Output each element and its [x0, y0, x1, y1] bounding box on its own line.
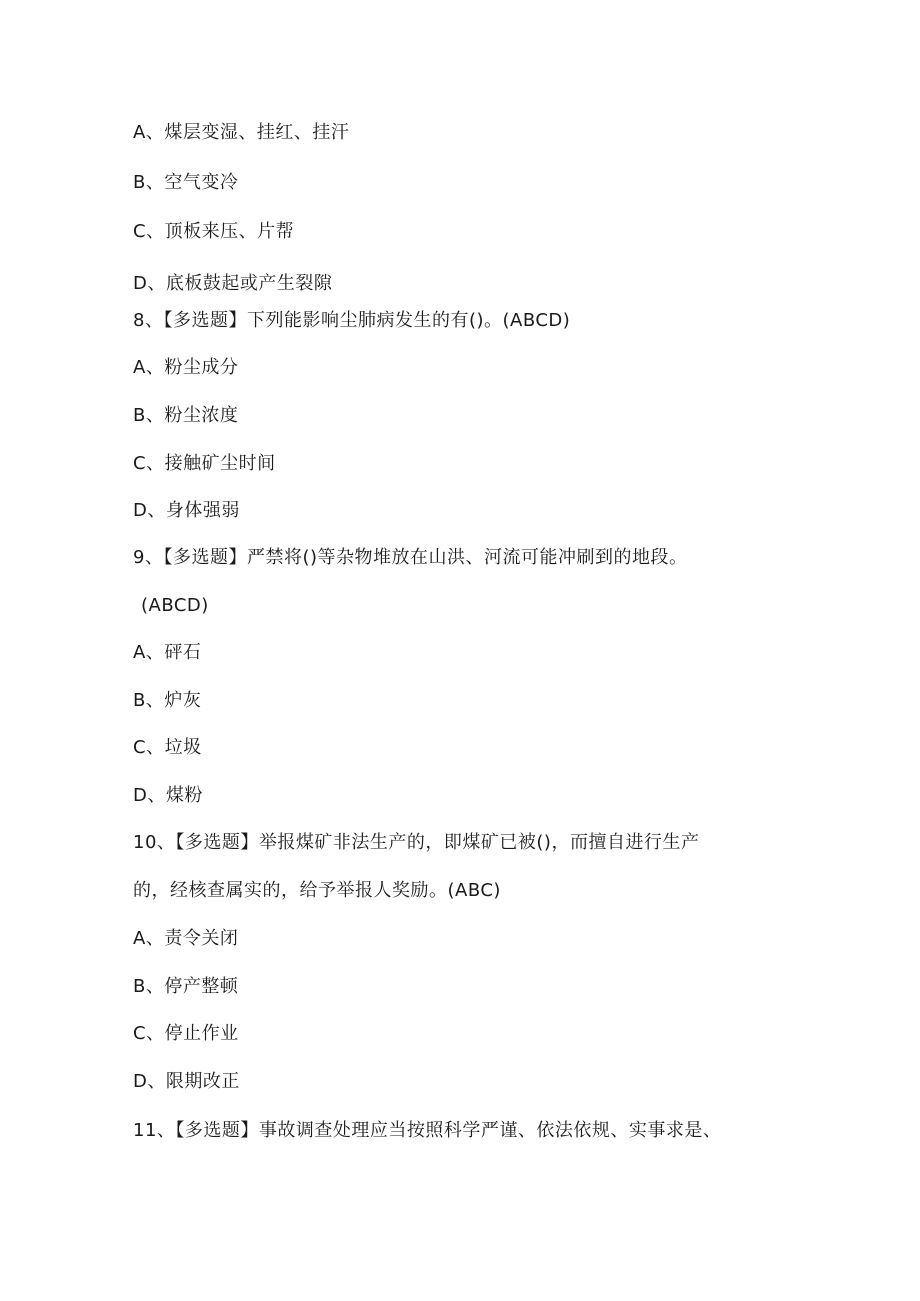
- option-d: D、身体强弱: [133, 500, 240, 521]
- option-d: D、底板鼓起或产生裂隙: [133, 273, 333, 294]
- option-b: B、空气变冷: [133, 172, 239, 193]
- question-10: 10、【多选题】举报煤矿非法生产的，即煤矿已被()，而擅自进行生产: [133, 832, 700, 853]
- option-c: C、接触矿尘时间: [133, 453, 276, 474]
- option-c: C、停止作业: [133, 1023, 239, 1044]
- question-8: 8、【多选题】下列能影响尘肺病发生的有()。(ABCD): [133, 310, 571, 331]
- option-c: C、垃圾: [133, 737, 202, 758]
- option-a: A、责令关闭: [133, 928, 239, 949]
- option-b: B、粉尘浓度: [133, 405, 239, 426]
- option-c: C、顶板来压、片帮: [133, 221, 295, 242]
- option-d: D、限期改正: [133, 1071, 240, 1092]
- option-a: A、粉尘成分: [133, 357, 239, 378]
- question-9: 9、【多选题】严禁将()等杂物堆放在山洪、河流可能冲刷到的地段。: [133, 547, 688, 568]
- question-11: 11、【多选题】事故调查处理应当按照科学严谨、依法依规、实事求是、: [133, 1120, 722, 1141]
- question-10-continued: 的，经核查属实的，给予举报人奖励。(ABC): [133, 880, 501, 901]
- option-a: A、砰石: [133, 642, 202, 663]
- option-b: B、炉灰: [133, 690, 202, 711]
- question-9-answer: (ABCD): [141, 595, 209, 616]
- option-d: D、煤粉: [133, 785, 203, 806]
- option-b: B、停产整顿: [133, 976, 239, 997]
- option-a: A、煤层变湿、挂红、挂汗: [133, 122, 350, 143]
